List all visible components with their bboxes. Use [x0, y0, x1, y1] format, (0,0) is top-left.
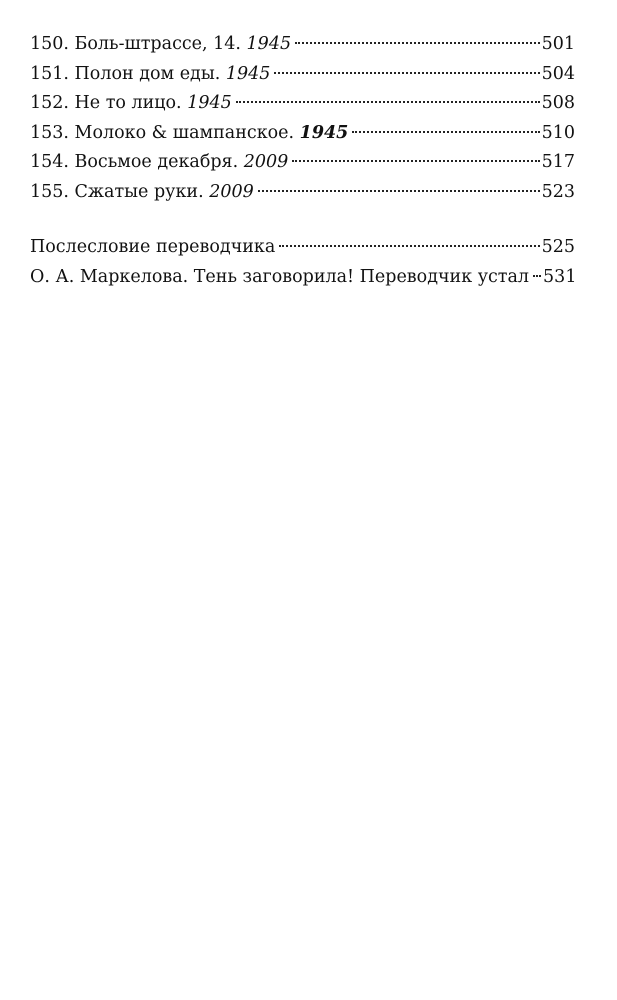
toc-entry-chapter-151: [30, 60, 575, 90]
chapter-year: 2009: [209, 181, 254, 202]
toc-entry-essay: [30, 263, 575, 293]
section-spacer: [30, 207, 575, 233]
page-number: 517: [541, 152, 575, 172]
toc-entry-chapter-150: [30, 30, 575, 60]
chapter-number-title: 154. Восьмое декабря.: [30, 152, 244, 172]
page-number: 510: [541, 122, 575, 143]
toc-entry-chapter-155: [30, 178, 575, 208]
toc-entry-chapter-152: [30, 89, 575, 119]
essay-title: О. А. Маркелова. Тень заговорила! Переводчик устал: [30, 266, 530, 287]
page-number: 501: [541, 34, 575, 54]
dot-leader: [258, 190, 540, 192]
chapter-year: 1945: [187, 93, 232, 113]
chapter-title: [30, 178, 254, 208]
dot-leader: [533, 275, 541, 277]
dot-leader: [295, 42, 540, 44]
chapter-title: [30, 148, 288, 178]
page-number: 523: [541, 181, 575, 202]
chapter-title: [30, 30, 291, 60]
chapter-title: [30, 119, 348, 149]
chapter-number-title: 152. Не то лицо.: [30, 93, 188, 113]
chapter-title: [30, 60, 270, 90]
page-number: 531: [543, 266, 577, 287]
table-of-contents: [30, 30, 575, 292]
chapter-number-title: 151. Полон дом еды.: [30, 63, 226, 84]
toc-entry-chapter-154: [30, 148, 575, 178]
chapter-number-title: 153. Молоко & шампанское.: [30, 122, 300, 143]
chapter-number-title: 155. Сжатые руки.: [30, 181, 210, 202]
chapter-title: [30, 89, 232, 119]
chapter-year: 1945: [225, 63, 271, 84]
chapter-year: 1945: [299, 122, 349, 143]
dot-leader: [352, 131, 539, 133]
page-number: 504: [541, 63, 575, 84]
afterword-title: Послесловие переводчика: [30, 237, 276, 257]
chapter-year: 1945: [246, 34, 292, 54]
page-number: 508: [541, 93, 575, 113]
dot-leader: [279, 245, 539, 247]
page-number: 525: [541, 237, 575, 257]
dot-leader: [236, 101, 540, 103]
toc-entry-afterword: [30, 233, 575, 263]
chapter-year: 2009: [243, 152, 289, 172]
chapter-number-title: 150. Боль-штрассе, 14.: [30, 34, 247, 54]
dot-leader: [274, 72, 539, 74]
toc-entry-chapter-153: [30, 119, 575, 149]
dot-leader: [292, 160, 539, 162]
